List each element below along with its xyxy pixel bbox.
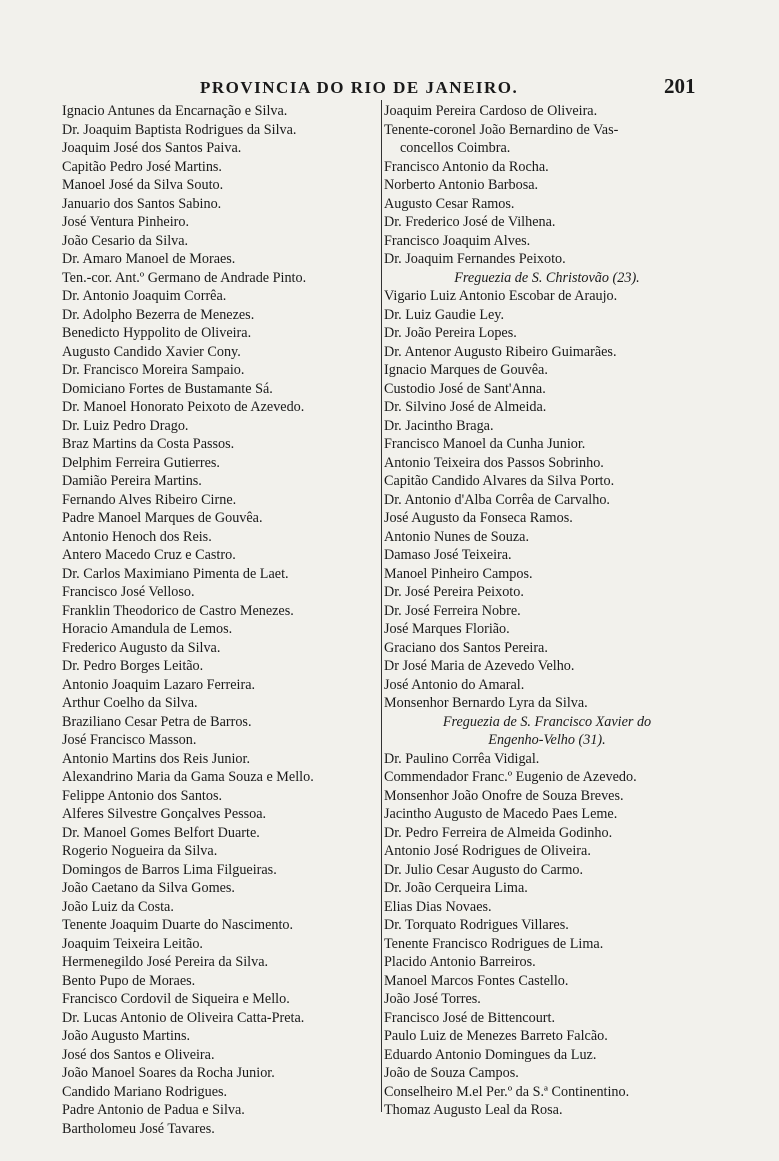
list-item: Dr. Manoel Gomes Belfort Duarte. <box>62 824 260 841</box>
list-item: Francisco Joaquim Alves. <box>384 232 531 249</box>
section-heading: Engenho-Velho (31). <box>488 732 606 748</box>
list-item: José Ventura Pinheiro. <box>62 214 190 230</box>
list-item: concellos Coimbra. <box>400 140 511 156</box>
list-item: Padre Antonio de Padua e Silva. <box>62 1102 245 1118</box>
list-item: Monsenhor Bernardo Lyra da Silva. <box>384 695 588 711</box>
list-item: João Cesario da Silva. <box>62 232 189 249</box>
list-item: Dr. Paulino Corrêa Vidigal. <box>384 750 540 767</box>
page-number: 201 <box>664 74 696 98</box>
section-heading: Freguezia de S. Christovão (23). <box>454 269 640 286</box>
right-column <box>384 102 710 1120</box>
list-item: Dr. Adolpho Bezerra de Menezes. <box>62 306 255 323</box>
list-item: Bartholomeu José Tavares. <box>62 1120 215 1137</box>
list-item: João Luiz da Costa. <box>62 898 174 915</box>
list-item: Dr. Pedro Borges Leitão. <box>62 658 204 674</box>
list-item: Elias Dias Novaes. <box>384 898 492 915</box>
list-item: Candido Mariano Rodrigues. <box>62 1083 228 1100</box>
list-item: Dr. José Pereira Peixoto. <box>384 584 524 600</box>
list-item: Horacio Amandula de Lemos. <box>62 621 233 637</box>
list-item: Alferes Silvestre Gonçalves Pessoa. <box>62 806 267 822</box>
list-item: Dr. Luiz Gaudie Ley. <box>384 306 505 323</box>
list-item: Antero Macedo Cruz e Castro. <box>62 547 236 563</box>
list-item: José Marques Florião. <box>384 621 510 637</box>
list-item: Dr. Amaro Manoel de Moraes. <box>62 251 236 267</box>
list-item: Augusto Cesar Ramos. <box>384 195 515 212</box>
list-item: Vigario Luiz Antonio Escobar de Araujo. <box>384 288 618 304</box>
list-item: Dr. João Pereira Lopes. <box>384 325 517 341</box>
list-item: João José Torres. <box>384 991 481 1007</box>
list-item: Dr José Maria de Azevedo Velho. <box>384 658 575 674</box>
list-item: Damião Pereira Martins. <box>62 473 202 489</box>
list-item: João Manoel Soares da Rocha Junior. <box>62 1065 275 1081</box>
list-item: Eduardo Antonio Domingues da Luz. <box>384 1046 597 1063</box>
list-item: Fernando Alves Ribeiro Cirne. <box>62 491 237 508</box>
list-item: Tenente Joaquim Duarte do Nascimento. <box>62 917 294 933</box>
list-item: Ten.-cor. Ant.º Germano de Andrade Pinto. <box>62 269 307 286</box>
list-item: José dos Santos e Oliveira. <box>62 1046 215 1063</box>
list-item: Tenente Francisco Rodrigues de Lima. <box>384 935 604 952</box>
page-title: PROVINCIA DO RIO DE JANEIRO. <box>200 78 519 97</box>
column-divider <box>381 100 382 1112</box>
list-item: Dr. Pedro Ferreira de Almeida Godinho. <box>384 824 613 841</box>
list-item: Felippe Antonio dos Santos. <box>62 787 223 804</box>
list-item: Dr. João Cerqueira Lima. <box>384 880 528 896</box>
list-item: Dr. Antonio d'Alba Corrêa de Carvalho. <box>384 491 610 508</box>
list-item: Joaquim José dos Santos Paiva. <box>62 140 242 156</box>
list-item: Dr. Torquato Rodrigues Villares. <box>384 917 569 933</box>
list-item: Dr. Lucas Antonio de Oliveira Catta-Preta. <box>62 1009 305 1026</box>
list-item: José Francisco Masson. <box>62 732 197 748</box>
list-item: José Augusto da Fonseca Ramos. <box>384 510 573 526</box>
list-item: Dr. Antonio Joaquim Corrêa. <box>62 288 227 304</box>
list-item: Francisco Manoel da Cunha Junior. <box>384 436 586 452</box>
list-item: Dr. Joaquim Baptista Rodrigues da Silva. <box>62 121 297 138</box>
list-item: Rogerio Nogueira da Silva. <box>62 843 218 859</box>
list-item: Conselheiro M.el Per.º da S.ª Continentino. <box>384 1083 630 1100</box>
list-item: Manoel José da Silva Souto. <box>62 177 224 193</box>
list-item: Francisco Antonio da Rocha. <box>384 158 549 175</box>
list-item: Ignacio Antunes da Encarnação e Silva. <box>62 103 288 119</box>
list-item: João Augusto Martins. <box>62 1028 191 1044</box>
list-item: Custodio José de Sant'Anna. <box>384 380 546 397</box>
list-item: Hermenegildo José Pereira da Silva. <box>62 954 269 970</box>
list-item: Dr. Antenor Augusto Ribeiro Guimarães. <box>384 343 617 360</box>
list-item: Thomaz Augusto Leal da Rosa. <box>384 1102 563 1118</box>
list-item: Ignacio Marques de Gouvêa. <box>384 362 548 378</box>
list-item: Januario dos Santos Sabino. <box>62 195 222 212</box>
list-item: Joaquim Teixeira Leitão. <box>62 935 203 952</box>
list-item: Francisco José Velloso. <box>62 584 195 600</box>
list-item: Antonio Nunes de Souza. <box>384 528 530 545</box>
list-item: Antonio Henoch dos Reis. <box>62 528 212 545</box>
list-item: Domiciano Fortes de Bustamante Sá. <box>62 380 273 397</box>
list-item: João de Souza Campos. <box>384 1065 519 1081</box>
list-item: Dr. Manoel Honorato Peixoto de Azevedo. <box>62 399 305 415</box>
list-item: Dr. José Ferreira Nobre. <box>384 602 521 619</box>
list-item: Capitão Candido Alvares da Silva Porto. <box>384 473 615 489</box>
list-item: Tenente-coronel João Bernardino de Vas- <box>384 121 619 138</box>
section-heading: Freguezia de S. Francisco Xavier do <box>442 713 652 730</box>
list-item: Dr. Frederico José de Vilhena. <box>384 214 556 230</box>
list-item: Dr. Joaquim Fernandes Peixoto. <box>384 251 566 267</box>
list-item: Antonio José Rodrigues de Oliveira. <box>384 843 591 859</box>
list-item: Placido Antonio Barreiros. <box>384 954 536 970</box>
list-item: Paulo Luiz de Menezes Barreto Falcão. <box>384 1028 608 1044</box>
list-item: Francisco Cordovil de Siqueira e Mello. <box>62 991 290 1007</box>
list-item: Bento Pupo de Moraes. <box>62 972 196 989</box>
list-item: Dr. Francisco Moreira Sampaio. <box>62 362 245 378</box>
list-item: Francisco José de Bittencourt. <box>384 1009 555 1026</box>
list-item: Dr. Julio Cesar Augusto do Carmo. <box>384 861 584 878</box>
list-item: Dr. Luiz Pedro Drago. <box>62 417 189 434</box>
list-item: Joaquim Pereira Cardoso de Oliveira. <box>384 103 598 119</box>
list-item: Delphim Ferreira Gutierres. <box>62 454 220 471</box>
list-item: Arthur Coelho da Silva. <box>62 695 198 711</box>
list-item: Domingos de Barros Lima Filgueiras. <box>62 861 277 878</box>
list-item: Braziliano Cesar Petra de Barros. <box>62 713 252 730</box>
list-item: Antonio Joaquim Lazaro Ferreira. <box>62 676 256 693</box>
list-item: João Caetano da Silva Gomes. <box>62 880 235 896</box>
list-item: Antonio Martins dos Reis Junior. <box>62 750 250 767</box>
list-item: Dr. Carlos Maximiano Pimenta de Laet. <box>62 565 289 582</box>
list-item: Manoel Pinheiro Campos. <box>384 565 533 582</box>
list-item: Frederico Augusto da Silva. <box>62 639 221 656</box>
list-item: José Antonio do Amaral. <box>384 676 525 693</box>
list-item: Benedicto Hyppolito de Oliveira. <box>62 325 252 341</box>
left-column <box>62 102 377 1138</box>
list-item: Dr. Silvino José de Almeida. <box>384 399 547 415</box>
list-item: Augusto Candido Xavier Cony. <box>62 343 241 360</box>
list-item: Capitão Pedro José Martins. <box>62 158 222 175</box>
list-item: Graciano dos Santos Pereira. <box>384 639 548 656</box>
list-item: Padre Manoel Marques de Gouvêa. <box>62 510 263 526</box>
list-item: Damaso José Teixeira. <box>384 547 512 563</box>
list-item: Braz Martins da Costa Passos. <box>62 436 235 452</box>
list-item: Antonio Teixeira dos Passos Sobrinho. <box>384 454 604 471</box>
list-item: Franklin Theodorico de Castro Menezes. <box>62 602 294 619</box>
list-item: Commendador Franc.º Eugenio de Azevedo. <box>384 769 637 785</box>
list-item: Jacintho Augusto de Macedo Paes Leme. <box>384 806 618 822</box>
list-item: Norberto Antonio Barbosa. <box>384 177 539 193</box>
list-item: Manoel Marcos Fontes Castello. <box>384 972 569 989</box>
list-item: Alexandrino Maria da Gama Souza e Mello. <box>62 769 314 785</box>
list-item: Dr. Jacintho Braga. <box>384 417 494 434</box>
list-item: Monsenhor João Onofre de Souza Breves. <box>384 787 624 804</box>
